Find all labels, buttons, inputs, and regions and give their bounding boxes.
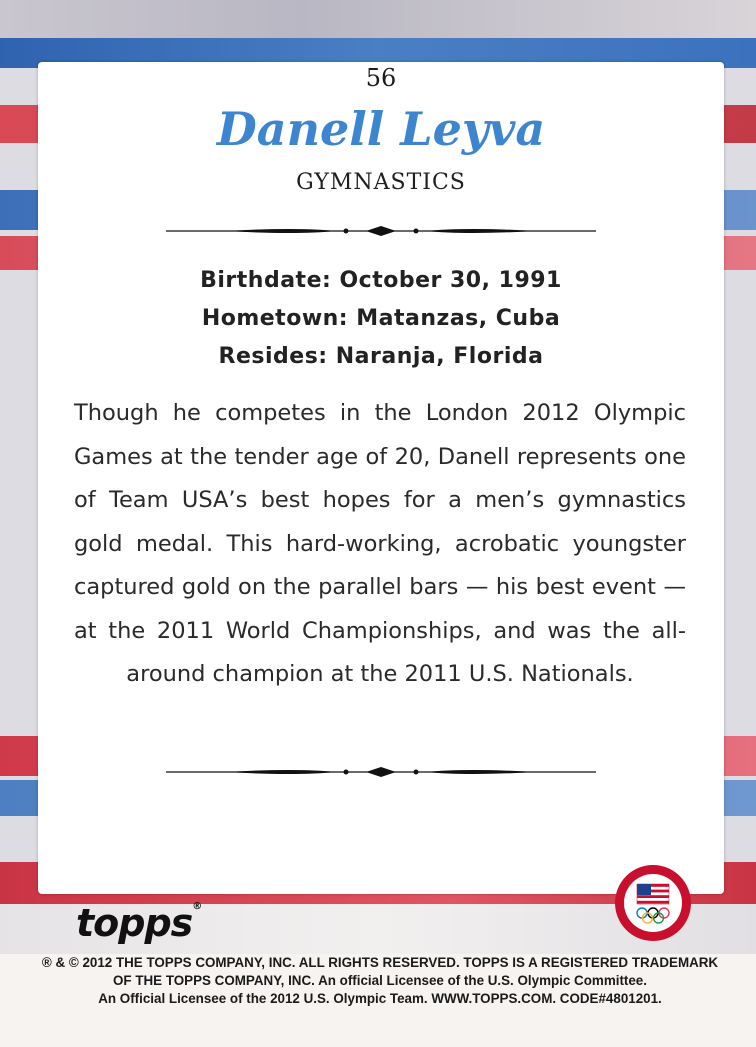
- resides-line: Resides: Naranja, Florida: [218, 344, 544, 369]
- info-panel: [38, 62, 724, 894]
- sport-label: GYMNASTICS: [296, 170, 466, 195]
- ornament-divider-top: [166, 224, 596, 238]
- us-olympic-team-badge-icon: [614, 864, 692, 942]
- card-number: 56: [365, 64, 397, 92]
- ornament-divider-bottom: [166, 765, 596, 779]
- player-name: Danell Leyva: [216, 102, 546, 156]
- legal-line-2: OF THE TOPPS COMPANY, INC. An official Licensee of the U.S. Olympic Committee.: [113, 973, 647, 988]
- topps-logo: topps®: [76, 901, 202, 945]
- birthdate-line: Birthdate: October 30, 1991: [200, 268, 562, 293]
- player-bio: Though he competes in the London 2012 Olympic Games at the tender age of 20, Danell represents one of Team USA’s best hopes for a men’s gymnastics gold medal. This hard-working, acrobatic youngster captured gold on the parallel bars — his best event — at the 2011 World Championships, and was the all-around champion at the 2011 U.S. Nationals.: [74, 400, 686, 687]
- hometown-line: Hometown: Matanzas, Cuba: [201, 306, 561, 331]
- legal-line-3: An Official Licensee of the 2012 U.S. Olympic Team. WWW.TOPPS.COM. CODE#4801201.: [98, 991, 662, 1006]
- player-facts: [38, 262, 724, 376]
- legal-line-1: ® & © 2012 THE TOPPS COMPANY, INC. ALL RIGHTS RESERVED. TOPPS IS A REGISTERED TRADEMARK: [41, 955, 719, 970]
- legal-text: [30, 954, 730, 1008]
